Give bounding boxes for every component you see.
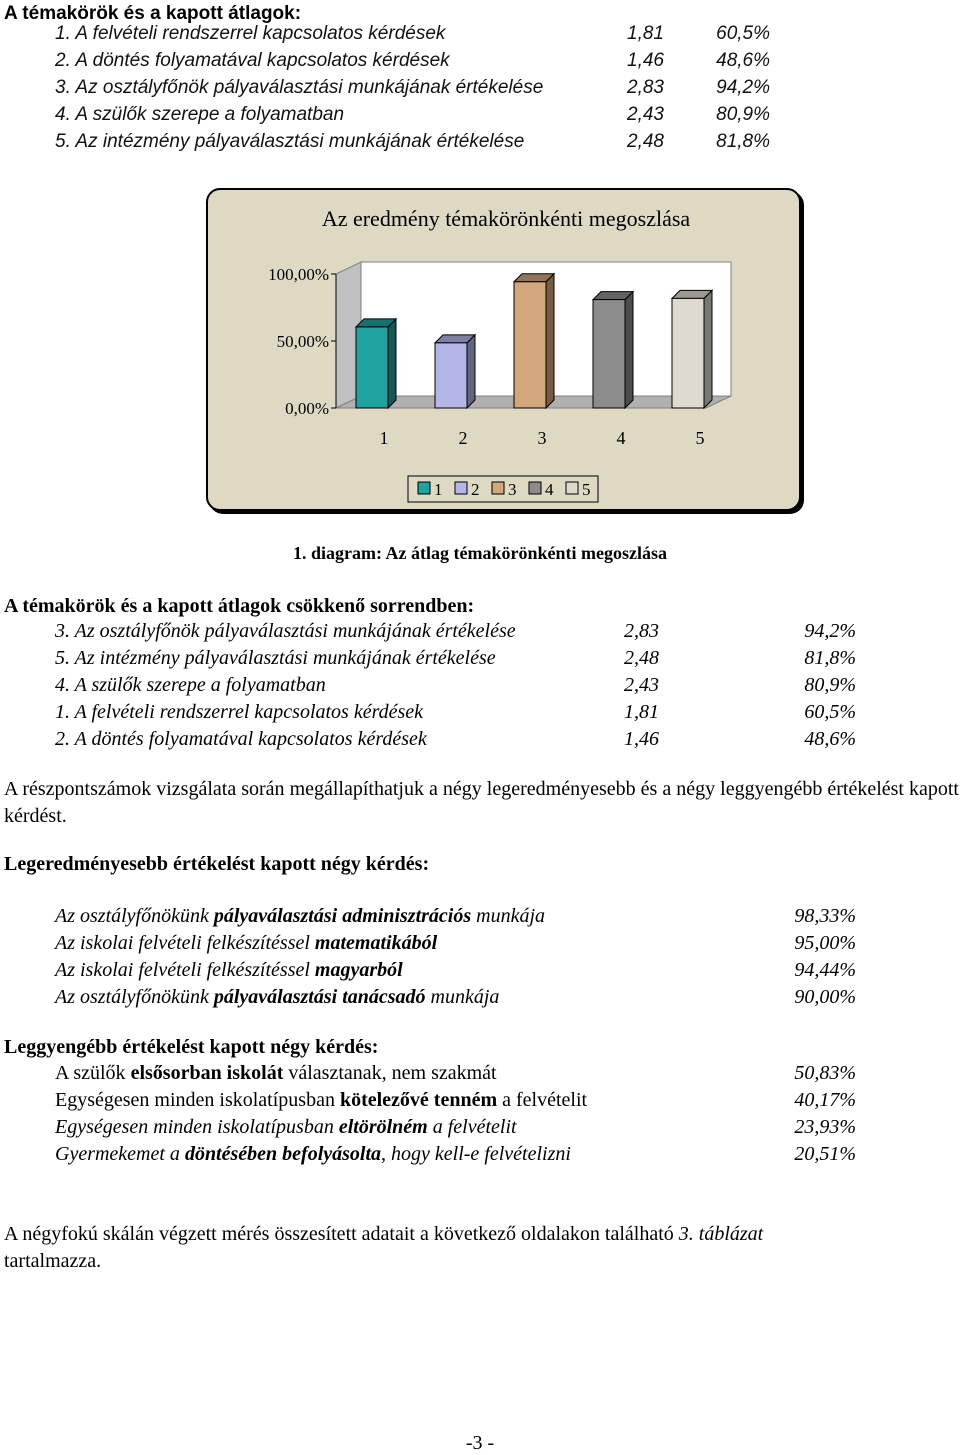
intro-row-avg: 2,48 bbox=[627, 131, 664, 152]
chart-y-tick-label: 50,00% bbox=[276, 332, 329, 351]
best-row-text: Az iskolai felvételi felkészítéssel bbox=[55, 932, 315, 954]
chart-legend-label: 2 bbox=[471, 480, 480, 499]
chart-x-tick-label: 4 bbox=[616, 428, 626, 448]
intro-row-label: 4. A szülők szerepe a folyamatban bbox=[55, 104, 345, 125]
intro-row-label: 3. Az osztályfőnök pályaválasztási munkájának értékelése bbox=[55, 77, 544, 98]
best-row-text: matematikából bbox=[314, 932, 438, 954]
worst-row-text: kötelezővé tenném bbox=[339, 1089, 498, 1111]
chart-legend-swatch bbox=[492, 482, 504, 494]
page-number: -3 - bbox=[465, 1432, 495, 1454]
summary-paragraph bbox=[4, 1221, 959, 1275]
sorted-row-label: 2. A döntés folyamatával kapcsolatos kérdések bbox=[55, 728, 427, 750]
chart-legend-swatch bbox=[455, 482, 467, 494]
intro-row-pct: 48,6% bbox=[716, 50, 770, 71]
worst-row-pct: 23,93% bbox=[794, 1116, 856, 1138]
chart-bar-side bbox=[388, 319, 396, 408]
worst-row-pct: 50,83% bbox=[794, 1062, 856, 1084]
chart-legend-swatch bbox=[418, 482, 430, 494]
best-row-text: pályaválasztási adminisztrációs bbox=[213, 905, 472, 927]
best-row-text: Az osztályfőnökünk bbox=[55, 905, 214, 927]
intro-heading: A témakörök és a kapott átlagok: bbox=[4, 3, 302, 24]
sorted-row-avg: 2,43 bbox=[624, 674, 659, 696]
worst-row-text: a felvételit bbox=[497, 1089, 588, 1111]
intro-row-pct: 94,2% bbox=[716, 77, 770, 98]
sorted-row-avg: 1,81 bbox=[624, 701, 659, 723]
chart-legend-swatch bbox=[566, 482, 578, 494]
best-row-text: pályaválasztási tanácsadó bbox=[213, 986, 426, 1008]
sorted-row-pct: 48,6% bbox=[804, 728, 856, 750]
intro-row-pct: 80,9% bbox=[716, 104, 770, 125]
best-row bbox=[55, 986, 499, 1009]
summary-tail: tartalmazza. bbox=[4, 1250, 102, 1272]
chart-bar-side bbox=[625, 292, 633, 408]
worst-heading: Leggyengébb értékelést kapott négy kérdés: bbox=[4, 1036, 379, 1058]
sorted-heading: A témakörök és a kapott átlagok csökkenő sorrendben: bbox=[4, 595, 475, 617]
chart-legend-label: 1 bbox=[434, 480, 443, 499]
intro-row-avg: 2,83 bbox=[627, 77, 664, 98]
sorted-row-pct: 81,8% bbox=[804, 647, 856, 669]
bar-chart bbox=[206, 188, 806, 518]
intro-row-avg: 1,81 bbox=[627, 23, 664, 44]
summary-text: A négyfokú skálán végzett mérés összesített adatait a következő oldalakon található bbox=[4, 1223, 679, 1245]
intro-row-avg: 1,46 bbox=[627, 50, 664, 71]
best-row-text: magyarból bbox=[314, 959, 403, 981]
chart-x-tick-label: 1 bbox=[379, 428, 389, 448]
best-row bbox=[55, 959, 403, 982]
sorted-row-avg: 1,46 bbox=[624, 728, 659, 750]
sorted-row-label: 3. Az osztályfőnök pályaválasztási munkájának értékelése bbox=[55, 620, 516, 642]
sorted-row-label: 5. Az intézmény pályaválasztási munkájának értékelése bbox=[55, 647, 496, 669]
best-row-text: munkája bbox=[471, 905, 546, 927]
table-reference: 3. táblázat bbox=[678, 1223, 764, 1245]
worst-row-text: Gyermekemet a bbox=[55, 1143, 185, 1165]
best-row bbox=[55, 932, 437, 955]
chart-legend-swatch bbox=[529, 482, 541, 494]
worst-row-text: , hogy kell-e felvételizni bbox=[381, 1143, 571, 1165]
chart-bar bbox=[514, 282, 546, 408]
sorted-row-pct: 60,5% bbox=[804, 701, 856, 723]
analysis-paragraph: A részpontszámok vizsgálata során megállapíthatjuk a négy legeredményesebb és a négy leggyengébb értékelést kapott kérdést. bbox=[4, 778, 959, 827]
chart-legend-label: 4 bbox=[545, 480, 554, 499]
sorted-row-label: 1. A felvételi rendszerrel kapcsolatos kérdések bbox=[55, 701, 424, 723]
chart-legend-label: 3 bbox=[508, 480, 517, 499]
best-row-pct: 90,00% bbox=[794, 986, 856, 1008]
chart-y-tick-label: 100,00% bbox=[268, 265, 329, 284]
sorted-row-pct: 80,9% bbox=[804, 674, 856, 696]
chart-x-tick-label: 3 bbox=[537, 428, 547, 448]
best-row-text: Az osztályfőnökünk bbox=[55, 986, 214, 1008]
best-row-pct: 94,44% bbox=[794, 959, 856, 981]
worst-row-text: Egységesen minden iskolatípusban bbox=[55, 1116, 339, 1138]
intro-row-label: 1. A felvételi rendszerrel kapcsolatos kérdések bbox=[55, 23, 446, 44]
worst-row-text: a felvételit bbox=[427, 1116, 517, 1138]
chart-x-tick-label: 2 bbox=[458, 428, 468, 448]
sorted-row-label: 4. A szülők szerepe a folyamatban bbox=[55, 674, 326, 696]
sorted-row-pct: 94,2% bbox=[804, 620, 856, 642]
worst-row-text: A szülők bbox=[55, 1062, 131, 1084]
sorted-row-avg: 2,48 bbox=[624, 647, 659, 669]
best-row-pct: 95,00% bbox=[794, 932, 856, 954]
worst-row-text: befolyásolta bbox=[282, 1143, 382, 1165]
chart-bar bbox=[356, 327, 388, 408]
best-heading: Legeredményesebb értékelést kapott négy kérdés: bbox=[4, 853, 430, 875]
chart-caption: 1. diagram: Az átlag témakörönkénti megoszlása bbox=[293, 543, 667, 563]
chart-bar-side bbox=[546, 274, 554, 408]
worst-row-pct: 40,17% bbox=[794, 1089, 856, 1111]
intro-row-pct: 81,8% bbox=[716, 131, 770, 152]
worst-row-text: eltörölném bbox=[338, 1116, 428, 1138]
chart-bar-side bbox=[704, 290, 712, 408]
intro-row-pct: 60,5% bbox=[716, 23, 770, 44]
worst-row bbox=[55, 1062, 497, 1085]
worst-row-text: döntésében bbox=[184, 1143, 278, 1165]
best-row bbox=[55, 905, 545, 928]
intro-row-label: 2. A döntés folyamatával kapcsolatos kérdések bbox=[55, 50, 450, 71]
chart-y-tick-label: 0,00% bbox=[285, 399, 329, 418]
sorted-row-avg: 2,83 bbox=[624, 620, 659, 642]
chart-x-tick-label: 5 bbox=[695, 428, 705, 448]
worst-row-text: elsősorban iskolát bbox=[130, 1062, 284, 1084]
chart-bar bbox=[435, 343, 467, 408]
worst-row bbox=[55, 1089, 587, 1112]
worst-row bbox=[55, 1143, 571, 1166]
worst-row-text: Egységesen minden iskolatípusban bbox=[55, 1089, 340, 1111]
best-row-text: Az iskolai felvételi felkészítéssel bbox=[55, 959, 315, 981]
best-row-text: munkája bbox=[425, 986, 500, 1008]
worst-row-text: választanak, nem szakmát bbox=[283, 1062, 497, 1084]
intro-row-avg: 2,43 bbox=[627, 104, 664, 125]
chart-bar bbox=[593, 300, 625, 408]
chart-title: Az eredmény témakörönkénti megoszlása bbox=[321, 206, 691, 231]
chart-legend-label: 5 bbox=[582, 480, 591, 499]
intro-row-label: 5. Az intézmény pályaválasztási munkájának értékelése bbox=[55, 131, 525, 152]
worst-row bbox=[55, 1116, 517, 1139]
chart-bar bbox=[672, 298, 704, 408]
worst-row-pct: 20,51% bbox=[794, 1143, 856, 1165]
chart-bar-side bbox=[467, 335, 475, 408]
best-row-pct: 98,33% bbox=[794, 905, 856, 927]
